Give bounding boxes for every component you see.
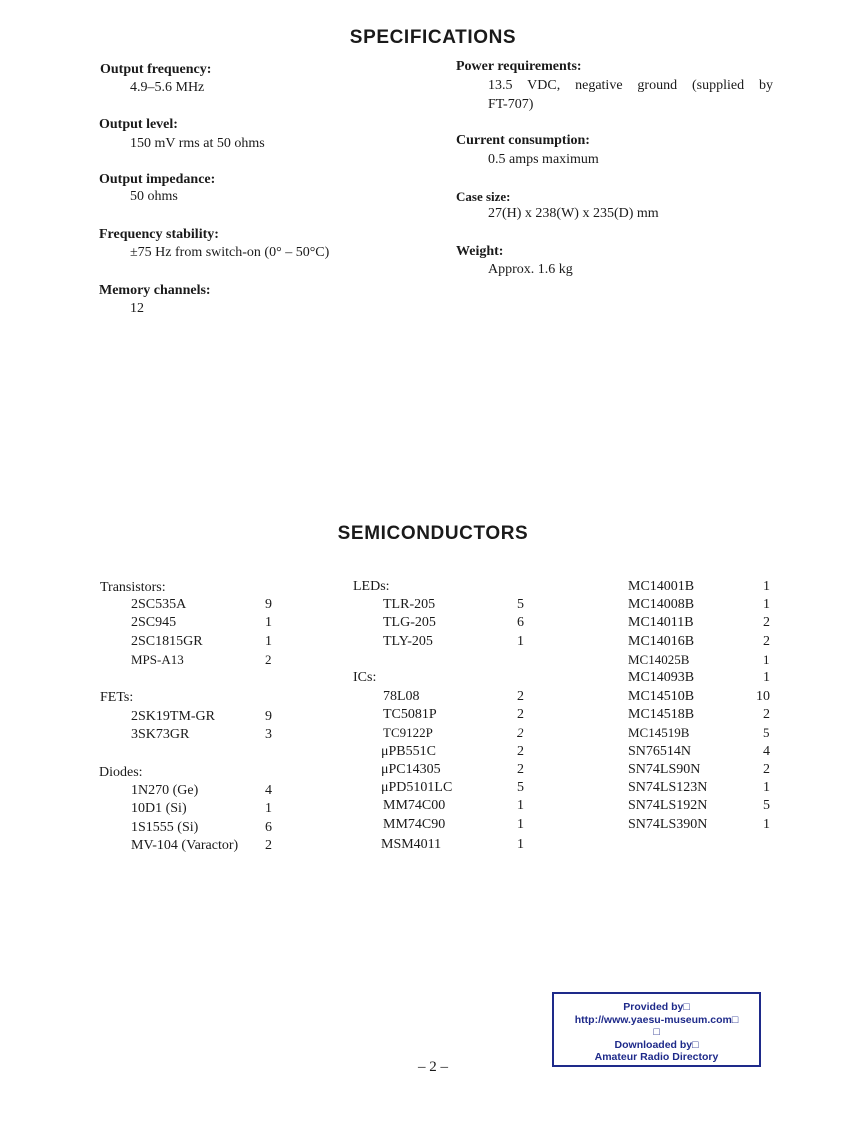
spec-label-current-consumption: Current consumption: [456,133,590,148]
part-qty: 1 [517,634,524,649]
part-name: MM74C00 [383,798,446,813]
spec-value-power-requirements-line1: 13.5 VDC, negative ground (supplied by [488,78,773,93]
part-name: μPC14305 [381,762,441,777]
part-name: 1S1555 (Si) [131,820,199,835]
part-qty: 2 [763,707,770,722]
part-name: TLG-205 [383,615,436,630]
part-qty: 1 [517,817,524,832]
part-name: MV-104 (Varactor) [131,838,239,853]
part-qty: 5 [763,798,770,813]
spec-value-memory-channels: 12 [130,301,144,316]
part-name: 2SC945 [131,615,177,630]
part-qty: 1 [517,837,524,852]
spec-value-output-level: 150 mV rms at 50 ohms [130,136,265,151]
part-name: 1N270 (Ge) [131,783,199,798]
part-qty: 1 [265,615,272,630]
part-qty: 2 [517,762,524,777]
category-diodes: Diodes: [99,765,143,780]
part-name: TLY-205 [383,634,433,649]
part-name: 78L08 [383,689,420,704]
spec-value-current-consumption: 0.5 amps maximum [488,152,599,167]
part-qty: 10 [756,689,770,704]
part-qty: 1 [763,817,770,832]
part-qty: 3 [265,727,272,742]
part-qty: 4 [763,744,770,759]
part-name: 2SK19TM-GR [131,709,216,724]
part-qty: 9 [265,597,272,612]
part-name: MC14001B [628,579,695,594]
spec-label-memory-channels: Memory channels: [99,283,211,298]
part-qty: 2 [763,615,770,630]
part-name: 3SK73GR [131,727,190,742]
spec-label-case-size: Case size: [456,189,511,204]
spec-value-output-impedance: 50 ohms [130,189,178,204]
part-qty: 2 [517,689,524,704]
part-name: MC14008B [628,597,695,612]
part-name: SN74LS90N [628,762,701,777]
part-name: SN74LS123N [628,780,708,795]
spec-value-output-frequency: 4.9–5.6 MHz [130,80,205,95]
part-qty: 6 [517,615,524,630]
part-name: TC5081P [383,707,437,722]
part-name: SN76514N [628,744,692,759]
watermark-line: Downloaded by□ [614,1038,699,1051]
part-qty: 2 [517,707,524,722]
spec-value-case-size: 27(H) x 238(W) x 235(D) mm [488,206,659,221]
part-name: μPD5101LC [381,780,453,795]
category-transistors: Transistors: [100,580,166,595]
part-qty: 4 [265,783,272,798]
part-qty: 1 [517,798,524,813]
part-qty: 1 [763,670,770,685]
spec-label-output-level: Output level: [99,117,178,132]
spec-value-weight: Approx. 1.6 kg [488,262,573,277]
spec-label-frequency-stability: Frequency stability: [99,227,219,242]
part-name: 2SC535A [131,597,187,612]
spec-label-weight: Weight: [456,244,504,259]
part-qty: 1 [763,579,770,594]
part-qty: 1 [265,801,272,816]
category-fets: FETs: [100,690,134,705]
part-qty: 1 [265,634,272,649]
watermark-url[interactable]: http://www.yaesu-museum.com□ [574,1013,739,1026]
part-name: MC14025B [628,652,690,667]
watermark-line: □ [653,1026,660,1038]
part-name: MC14519B [628,725,690,740]
provider-watermark [552,992,761,1067]
part-name: TLR-205 [383,597,436,612]
part-name: MM74C90 [383,817,446,832]
spec-value-frequency-stability: ±75 Hz from switch-on (0° – 50°C) [130,245,330,260]
watermark-line: Amateur Radio Directory [594,1051,719,1063]
specifications-title: SPECIFICATIONS [349,27,517,48]
part-qty: 1 [763,652,770,667]
part-qty: 2 [517,725,524,740]
part-qty: 5 [517,597,524,612]
part-qty: 5 [517,780,524,795]
semiconductors-title: SEMICONDUCTORS [337,523,529,544]
spec-label-power-requirements: Power requirements: [456,59,582,74]
page-number: – 2 – [418,1059,448,1075]
part-name: MPS-A13 [131,652,184,667]
part-qty: 1 [763,597,770,612]
spec-value-power-requirements-line2: FT-707) [488,97,534,112]
spec-label-output-frequency: Output frequency: [100,62,212,77]
part-qty: 2 [763,762,770,777]
category-ics: ICs: [353,670,377,685]
part-qty: 6 [265,820,272,835]
part-name: SN74LS192N [628,798,708,813]
part-qty: 1 [763,780,770,795]
part-name: MC14016B [628,634,695,649]
part-qty: 2 [265,838,272,853]
part-name: MC14510B [628,689,695,704]
part-qty: 2 [763,634,770,649]
part-name: 10D1 (Si) [131,801,187,816]
part-qty: 5 [763,725,770,740]
part-name: 2SC1815GR [131,634,203,649]
part-qty: 9 [265,709,272,724]
watermark-line: Provided by□ [623,1001,690,1013]
part-name: MC14518B [628,707,695,722]
part-name: μPB551C [381,744,436,759]
part-qty: 2 [265,652,272,667]
part-name: SN74LS390N [628,817,708,832]
part-name: MSM4011 [381,837,442,852]
part-qty: 2 [517,744,524,759]
part-name: MC14011B [628,615,694,630]
part-name: TC9122P [383,725,433,740]
spec-label-output-impedance: Output impedance: [99,172,216,187]
category-leds: LEDs: [353,579,390,594]
part-name: MC14093B [628,670,695,685]
